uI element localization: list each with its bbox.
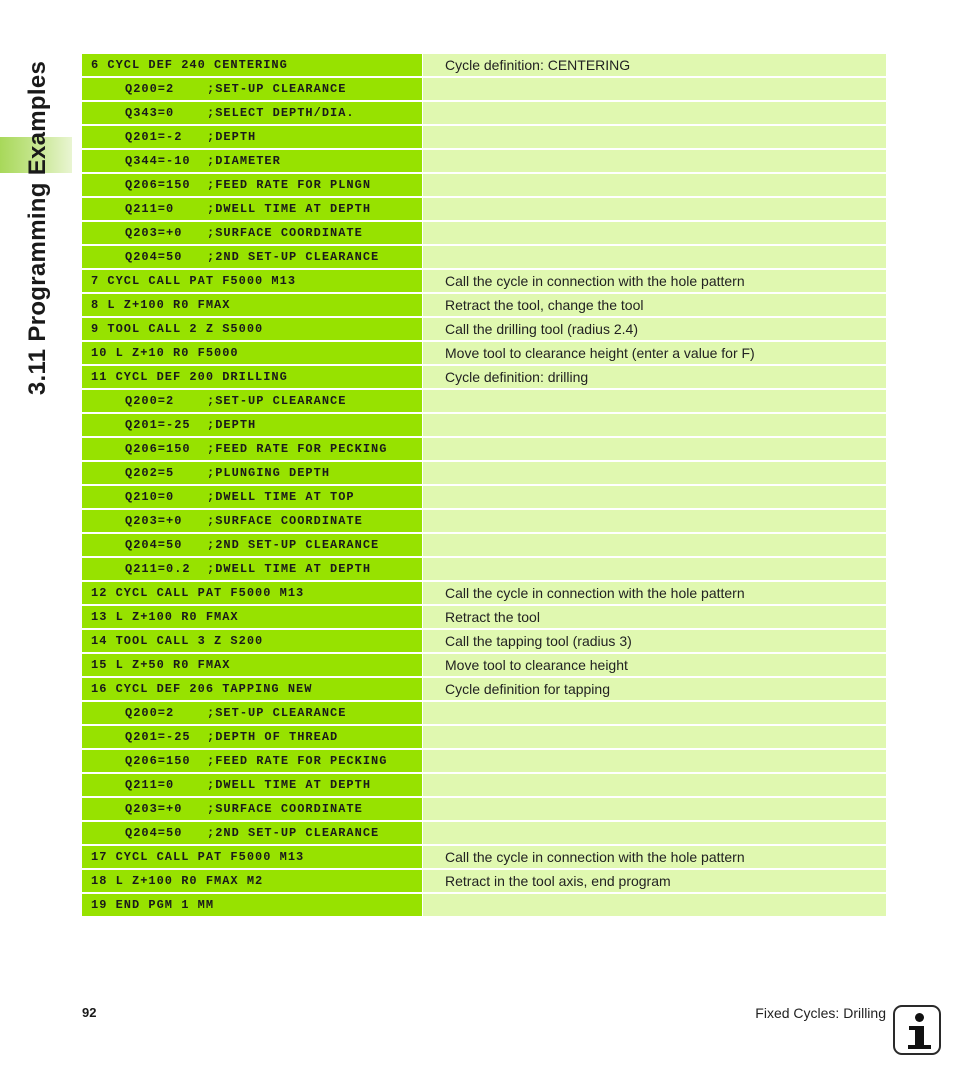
nc-code-cell: Q211=0.2 ;DWELL TIME AT DEPTH [82, 558, 422, 580]
comment-cell [423, 510, 886, 532]
program-row [82, 534, 886, 556]
program-row [82, 462, 886, 484]
program-row [82, 606, 886, 628]
program-row [82, 54, 886, 76]
comment-cell [423, 126, 886, 148]
program-row [82, 822, 886, 844]
section-title: 3.11 Programming Examples [24, 60, 51, 396]
nc-code-cell: Q210=0 ;DWELL TIME AT TOP [82, 486, 422, 508]
nc-code-cell: 10 L Z+10 R0 F5000 [82, 342, 422, 364]
nc-code-cell: Q343=0 ;SELECT DEPTH/DIA. [82, 102, 422, 124]
nc-code-cell: 13 L Z+100 R0 FMAX [82, 606, 422, 628]
comment-cell [423, 462, 886, 484]
program-row [82, 246, 886, 268]
comment-cell: Retract the tool [423, 606, 886, 628]
nc-code-cell: Q201=-25 ;DEPTH OF THREAD [82, 726, 422, 748]
page-number: 92 [82, 1005, 97, 1020]
nc-code-cell: Q204=50 ;2ND SET-UP CLEARANCE [82, 534, 422, 556]
comment-cell: Call the cycle in connection with the hole pattern [423, 846, 886, 868]
nc-code-cell: Q200=2 ;SET-UP CLEARANCE [82, 390, 422, 412]
nc-code-cell: Q203=+0 ;SURFACE COORDINATE [82, 510, 422, 532]
nc-code-cell: 14 TOOL CALL 3 Z S200 [82, 630, 422, 652]
info-icon [893, 1005, 941, 1055]
program-row [82, 846, 886, 868]
program-row [82, 486, 886, 508]
nc-code-cell: Q206=150 ;FEED RATE FOR PECKING [82, 438, 422, 460]
comment-cell [423, 246, 886, 268]
nc-code-cell: Q201=-25 ;DEPTH [82, 414, 422, 436]
nc-code-cell: 8 L Z+100 R0 FMAX [82, 294, 422, 316]
nc-code-cell: 17 CYCL CALL PAT F5000 M13 [82, 846, 422, 868]
comment-cell: Cycle definition for tapping [423, 678, 886, 700]
nc-code-cell: Q200=2 ;SET-UP CLEARANCE [82, 702, 422, 724]
program-row [82, 78, 886, 100]
program-row [82, 414, 886, 436]
nc-code-cell: 19 END PGM 1 MM [82, 894, 422, 916]
nc-code-cell: Q211=0 ;DWELL TIME AT DEPTH [82, 774, 422, 796]
comment-cell [423, 414, 886, 436]
program-row [82, 798, 886, 820]
program-row [82, 270, 886, 292]
chapter-title: Fixed Cycles: Drilling [755, 1005, 886, 1021]
comment-cell [423, 102, 886, 124]
nc-code-cell: Q206=150 ;FEED RATE FOR PECKING [82, 750, 422, 772]
comment-cell [423, 534, 886, 556]
program-row [82, 510, 886, 532]
comment-cell [423, 702, 886, 724]
comment-cell: Call the cycle in connection with the hole pattern [423, 582, 886, 604]
program-row [82, 342, 886, 364]
comment-cell [423, 774, 886, 796]
comment-cell: Cycle definition: CENTERING [423, 54, 886, 76]
comment-cell: Retract in the tool axis, end program [423, 870, 886, 892]
comment-cell [423, 822, 886, 844]
nc-code-cell: 6 CYCL DEF 240 CENTERING [82, 54, 422, 76]
comment-cell [423, 798, 886, 820]
program-row [82, 678, 886, 700]
comment-cell: Call the drilling tool (radius 2.4) [423, 318, 886, 340]
comment-cell: Cycle definition: drilling [423, 366, 886, 388]
nc-code-cell: 16 CYCL DEF 206 TAPPING NEW [82, 678, 422, 700]
program-row [82, 318, 886, 340]
comment-cell: Call the tapping tool (radius 3) [423, 630, 886, 652]
comment-cell: Move tool to clearance height [423, 654, 886, 676]
nc-code-cell: Q206=150 ;FEED RATE FOR PLNGN [82, 174, 422, 196]
nc-code-cell: 18 L Z+100 R0 FMAX M2 [82, 870, 422, 892]
nc-code-cell: Q344=-10 ;DIAMETER [82, 150, 422, 172]
program-row [82, 774, 886, 796]
comment-cell [423, 198, 886, 220]
program-row [82, 750, 886, 772]
comment-cell [423, 390, 886, 412]
program-row [82, 126, 886, 148]
comment-cell [423, 750, 886, 772]
program-row [82, 654, 886, 676]
comment-cell [423, 438, 886, 460]
nc-code-cell: Q204=50 ;2ND SET-UP CLEARANCE [82, 246, 422, 268]
program-row [82, 150, 886, 172]
comment-cell [423, 486, 886, 508]
program-row [82, 630, 886, 652]
nc-code-cell: Q202=5 ;PLUNGING DEPTH [82, 462, 422, 484]
program-row [82, 102, 886, 124]
program-row [82, 558, 886, 580]
program-row [82, 390, 886, 412]
comment-cell [423, 150, 886, 172]
program-row [82, 582, 886, 604]
comment-cell [423, 222, 886, 244]
nc-code-cell: Q211=0 ;DWELL TIME AT DEPTH [82, 198, 422, 220]
nc-code-cell: Q204=50 ;2ND SET-UP CLEARANCE [82, 822, 422, 844]
comment-cell: Call the cycle in connection with the hole pattern [423, 270, 886, 292]
nc-code-cell: 9 TOOL CALL 2 Z S5000 [82, 318, 422, 340]
program-row [82, 198, 886, 220]
nc-code-cell: 12 CYCL CALL PAT F5000 M13 [82, 582, 422, 604]
program-row [82, 726, 886, 748]
nc-program-table [82, 54, 886, 918]
program-row [82, 294, 886, 316]
nc-code-cell: Q200=2 ;SET-UP CLEARANCE [82, 78, 422, 100]
comment-cell [423, 894, 886, 916]
nc-code-cell: Q203=+0 ;SURFACE COORDINATE [82, 222, 422, 244]
nc-code-cell: 7 CYCL CALL PAT F5000 M13 [82, 270, 422, 292]
comment-cell: Retract the tool, change the tool [423, 294, 886, 316]
section-title-vertical [18, 48, 58, 408]
program-row [82, 870, 886, 892]
comment-cell [423, 726, 886, 748]
program-row [82, 702, 886, 724]
nc-code-cell: Q201=-2 ;DEPTH [82, 126, 422, 148]
program-row [82, 366, 886, 388]
comment-cell [423, 174, 886, 196]
comment-cell [423, 78, 886, 100]
comment-cell [423, 558, 886, 580]
nc-code-cell: 11 CYCL DEF 200 DRILLING [82, 366, 422, 388]
program-row [82, 894, 886, 916]
program-row [82, 222, 886, 244]
program-row [82, 174, 886, 196]
nc-code-cell: 15 L Z+50 R0 FMAX [82, 654, 422, 676]
comment-cell: Move tool to clearance height (enter a value for F) [423, 342, 886, 364]
nc-code-cell: Q203=+0 ;SURFACE COORDINATE [82, 798, 422, 820]
program-row [82, 438, 886, 460]
